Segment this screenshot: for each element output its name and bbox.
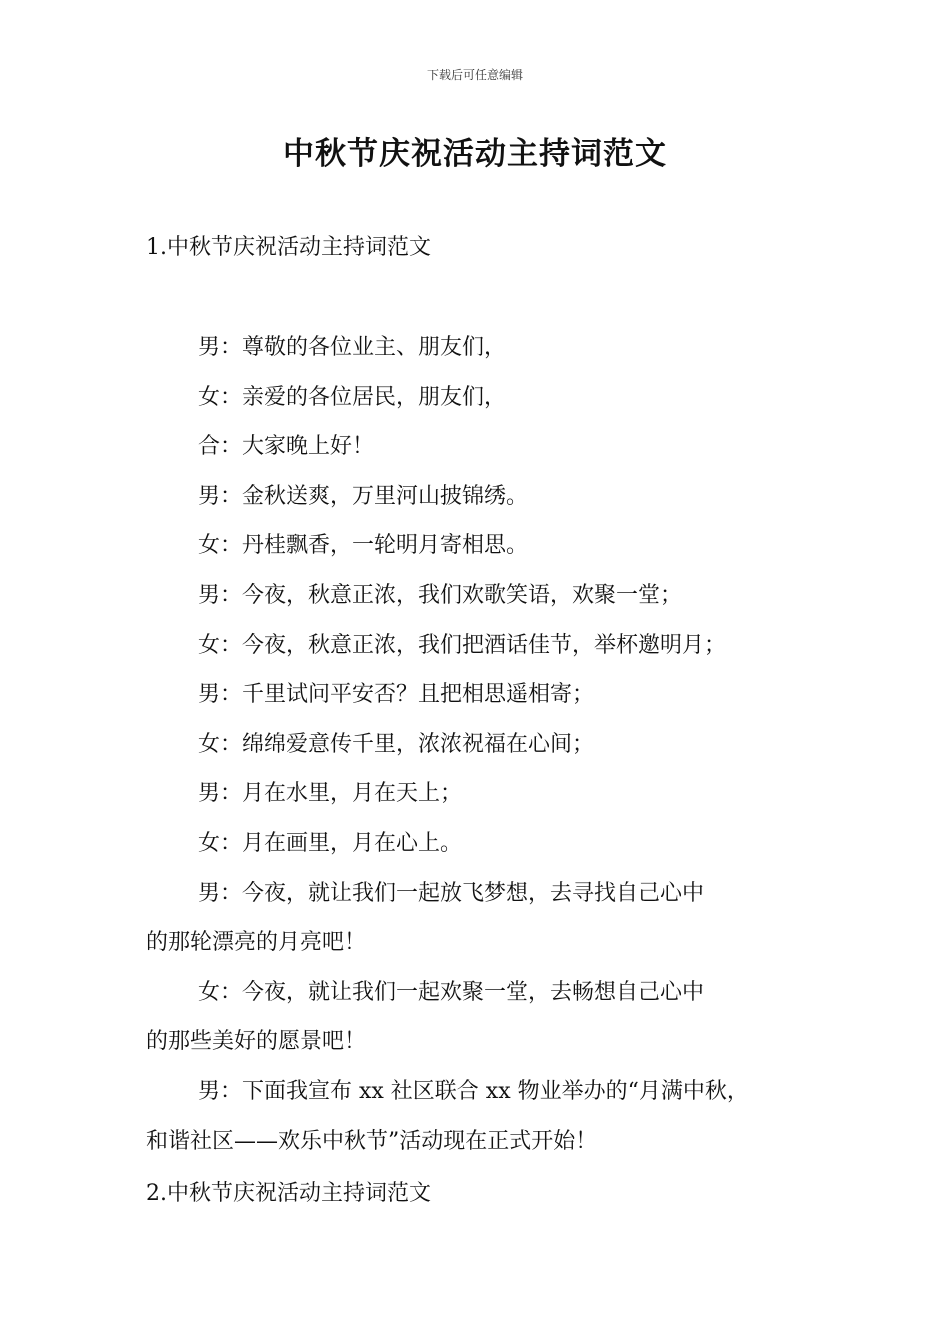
paragraph-line: 的那轮漂亮的月亮吧！ [146,930,367,956]
dialogue-line: 女：月在画里，月在心上。 [198,830,463,856]
dialogue-block [146,323,836,1166]
header-note: 下载后可任意编辑 [426,68,523,82]
dialogue-line: 男：千里试问平安否？且把相思遥相寄； [198,682,595,708]
dialogue-line: 女：丹桂飘香，一轮明月寄相思。 [198,533,529,559]
dialogue-paragraph [146,968,836,1067]
dialogue-line: 男：金秋送爽，万里河山披锦绣。 [198,483,529,509]
dialogue-paragraph [146,869,836,968]
dialogue-line: 女：今夜，秋意正浓，我们把酒话佳节，举杯邀明月； [198,632,727,658]
paragraph-line: 和谐社区——欢乐中秋节”活动现在正式开始！ [146,1128,598,1154]
paragraph-line: 女：今夜，就让我们一起欢聚一堂，去畅想自己心中 [198,979,705,1005]
dialogue-line: 男：月在水里，月在天上； [198,781,463,807]
dialogue-paragraph [146,1067,836,1166]
dialogue-line: 女：绵绵爱意传千里，浓浓祝福在心间； [198,731,595,757]
section-heading-2: 2.中秋节庆祝活动主持词范文 [146,1181,431,1206]
dialogue-line: 合：大家晚上好！ [198,434,375,460]
paragraph-line: 男：下面我宣布 xx 社区联合 xx 物业举办的“月满中秋， [198,1078,749,1104]
dialogue-line: 女：亲爱的各位居民，朋友们， [198,384,507,410]
dialogue-line: 男：尊敬的各位业主、朋友们， [198,335,507,360]
paragraph-line: 的那些美好的愿景吧！ [146,1029,367,1055]
dialogue-line: 男：今夜，秋意正浓，我们欢歌笑语，欢聚一堂； [198,582,683,608]
paragraph-line: 男：今夜，就让我们一起放飞梦想，去寻找自己心中 [198,880,705,906]
document-title: 中秋节庆祝活动主持词范文 [283,136,667,172]
section-heading-1: 1.中秋节庆祝活动主持词范文 [146,235,431,260]
